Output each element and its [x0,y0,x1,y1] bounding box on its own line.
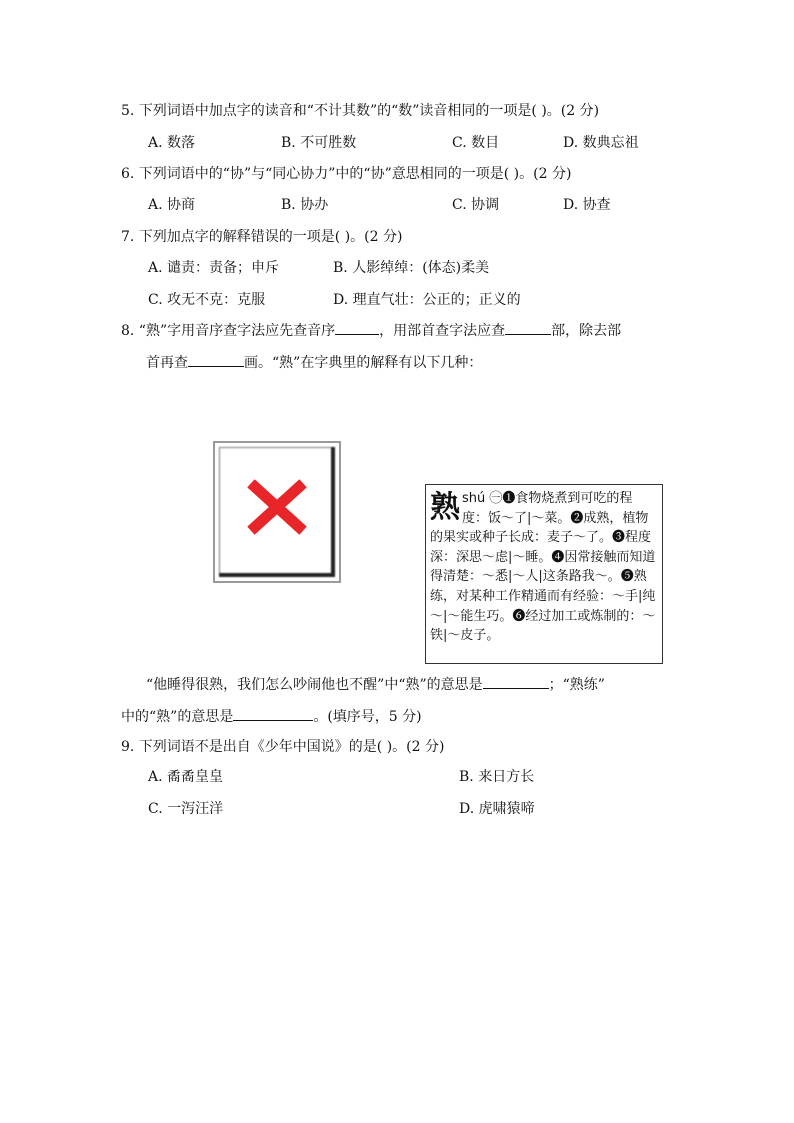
q8-followup-line1 [146,674,605,695]
q8-text-1b: ，用部首查字法应查 [379,323,506,339]
dictionary-entry [425,484,663,664]
q8-text-2a: 首再查 [146,355,188,371]
q9-option-c: C. 一泻汪洋 [148,801,224,817]
q5-stem: 5. 下列词语中加点字的读音和“不计其数”的“数”读音相同的一项是( )。(2 分) [121,103,600,119]
q8-followup-text-c: 中的“熟”的意思是 [121,709,234,725]
q5-option-b: B. 不可胜数 [281,135,357,151]
q8-blank-3[interactable] [188,352,244,367]
q7-stem: 7. 下列加点字的解释错误的一项是( )。(2 分) [121,229,403,245]
q6-option-a: A. 协商 [148,197,196,213]
q7-option-c: C. 攻无不克：克服 [148,292,266,308]
q5-option-d: D. 数典忘祖 [563,135,639,151]
q7-option-a: A. 谴责：责备；申斥 [148,260,280,276]
q5-option-c: C. 数目 [452,135,500,151]
q9-option-b: B. 来日方长 [459,769,535,785]
q8-blank-4[interactable] [483,674,549,689]
q8-followup-line2 [121,706,422,727]
q6-option-b: B. 协办 [281,197,329,213]
q8-blank-1[interactable] [335,320,379,335]
q8-followup-text-b: ；“熟练” [548,677,605,693]
q8-blank-5[interactable] [233,706,313,721]
q8-followup-text-d: 。(填序号，5 分) [313,709,422,725]
q9-option-a: A. 矞矞皇皇 [148,769,224,785]
q6-stem: 6. 下列词语中的“协”与“同心协力”中的“协”意思相同的一项是( )。(2 分) [121,166,572,182]
q8-text-1a: 8. “熟”字用音序查字法应先查音序 [121,323,336,339]
q7-option-b: B. 人影绰绰：(体态)柔美 [333,260,490,276]
dictionary-definitions: ❶食物烧煮到可吃的程度：饭～了|～菜。❷成熟，植物的果实或种子长成：麦子～了。❸程度深：深思～虑|～睡。❹因常接触而知道得清楚：～悉|～人|这条路我～。❺熟练，对某种工作精通而有经验：～手|纯～|～能生巧。❻经过加工或炼制的：～铁|～皮子。 [430,491,656,644]
q8-line2 [146,352,482,373]
dictionary-pos: ㊀ [489,491,503,506]
q7-option-d: D. 理直气壮：公正的；正义的 [333,292,521,308]
dictionary-headword: 熟 [430,490,460,525]
q8-text-1c: 部，除去部 [551,323,622,339]
broken-image-icon [213,441,341,583]
q8-text-2b: 画。“熟”在字典里的解释有以下几种： [244,355,483,371]
q9-stem: 9. 下列词语不是出自《少年中国说》的是( )。(2 分) [121,739,445,755]
broken-image-x-mark [247,479,307,535]
q9-option-d: D. 虎啸猿啼 [459,801,535,817]
dictionary-pinyin: shú [462,491,486,506]
q6-option-c: C. 协调 [452,197,500,213]
q8-followup-text-a: “他睡得很熟，我们怎么吵闹他也不醒”中“熟”的意思是 [146,677,483,693]
q8-line1 [121,320,621,341]
q6-option-d: D. 协查 [563,197,611,213]
q5-option-a: A. 数落 [148,135,196,151]
q8-blank-2[interactable] [505,320,551,335]
